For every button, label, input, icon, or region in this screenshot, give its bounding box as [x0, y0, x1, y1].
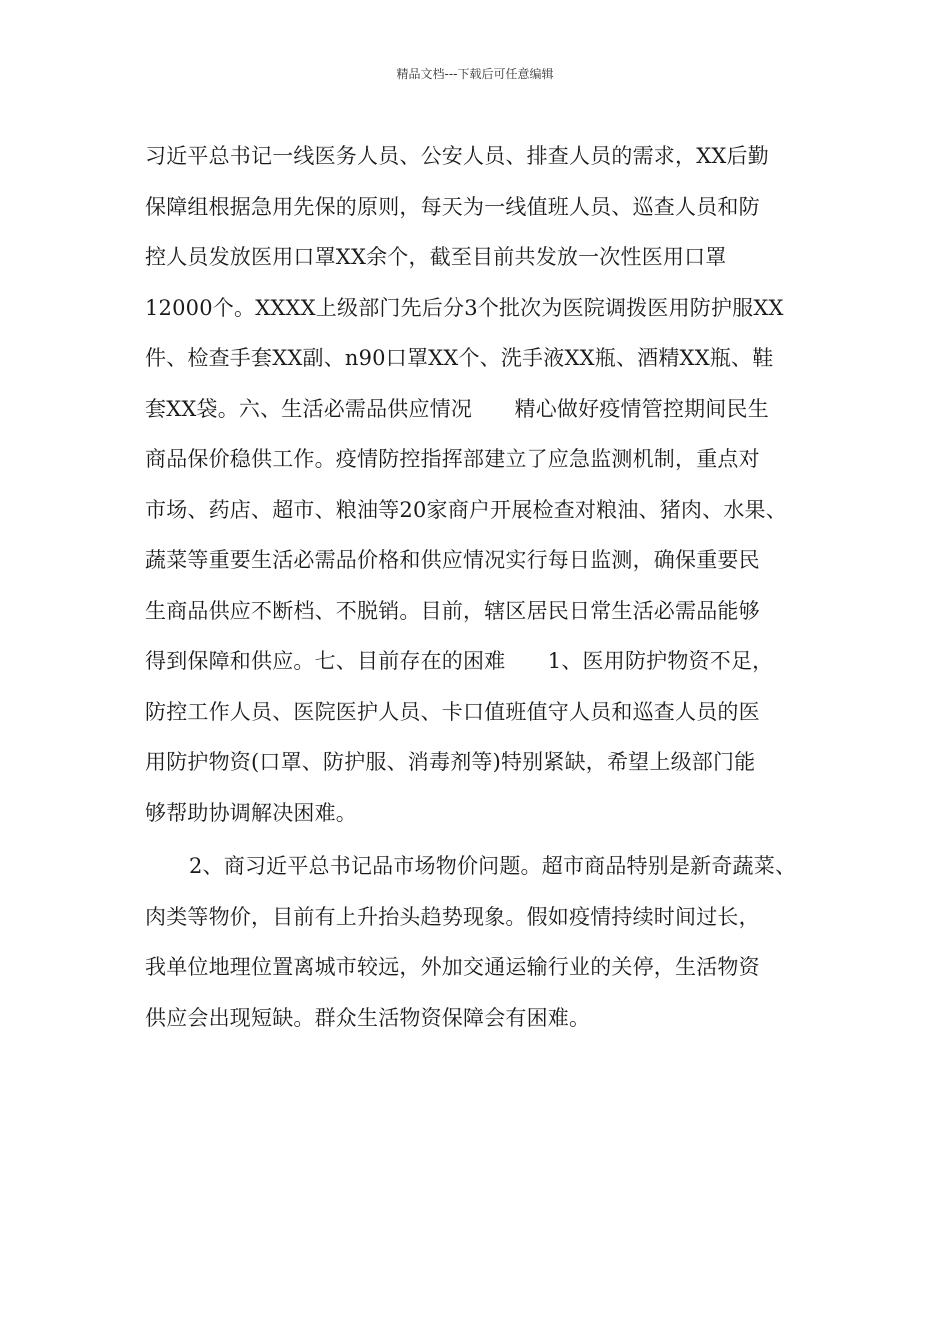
text-line: 商品保价稳供工作。疫情防控指挥部建立了应急监测机制，重点对 — [145, 447, 760, 471]
paragraph-1 — [145, 131, 835, 838]
text-line: 够帮助协调解决困难。 — [145, 800, 357, 825]
text-line: 件、检查手套XX副、n90口罩XX个、洗手液XX瓶、酒精XX瓶、鞋 — [145, 346, 774, 370]
text-line: 蔬菜等重要生活必需品价格和供应情况实行每日监测，确保重要民 — [145, 548, 760, 572]
text-line: 控人员发放医用口罩XX余个，截至目前共发放一次性医用口罩 — [145, 245, 727, 269]
text-line: 保障组根据急用先保的原则，每天为一线值班人员、巡查人员和防 — [145, 194, 760, 219]
text-line: 市场、药店、超市、粮油等20家商户开展检查对粮油、猪肉、水果、 — [145, 497, 787, 522]
text-line: 生商品供应不断档、不脱销。目前，辖区居民日常生活必需品能够 — [145, 598, 760, 623]
text-line: 用防护物资(口罩、防护服、消毒剂等)特别紧缺，希望上级部门能 — [145, 750, 756, 774]
text-line: 得到保障和供应。七、目前存在的困难 1、医用防护物资不足， — [145, 649, 774, 673]
text-line: 防控工作人员、医院医护人员、卡口值班值守人员和巡查人员的医 — [145, 699, 760, 724]
text-line: 我单位地理位置离城市较远，外加交通运输行业的关停，生活物资 — [145, 955, 760, 979]
paragraph-2 — [145, 841, 835, 1043]
text-line: 供应会出现短缺。群众生活物资保障会有困难。 — [145, 1005, 591, 1030]
text-line: 12000个。XXXX上级部门先后分3个批次为医院调拨医用防护服XX — [145, 295, 784, 320]
text-line: 习近平总书记一线医务人员、公安人员、排查人员的需求，XX后勤 — [145, 144, 769, 168]
text-line: 肉类等物价，目前有上升抬头趋势现象。假如疫情持续时间过长， — [145, 904, 760, 929]
document-body — [145, 131, 835, 1043]
text-line: 套XX袋。六、生活必需品供应情况 精心做好疫情管控期间民生 — [145, 396, 769, 421]
text-line: 2、商习近平总书记品市场物价问题。超市商品特别是新奇蔬菜、 — [189, 854, 797, 878]
page-header: 精品文档---下载后可任意编辑 — [396, 67, 554, 81]
